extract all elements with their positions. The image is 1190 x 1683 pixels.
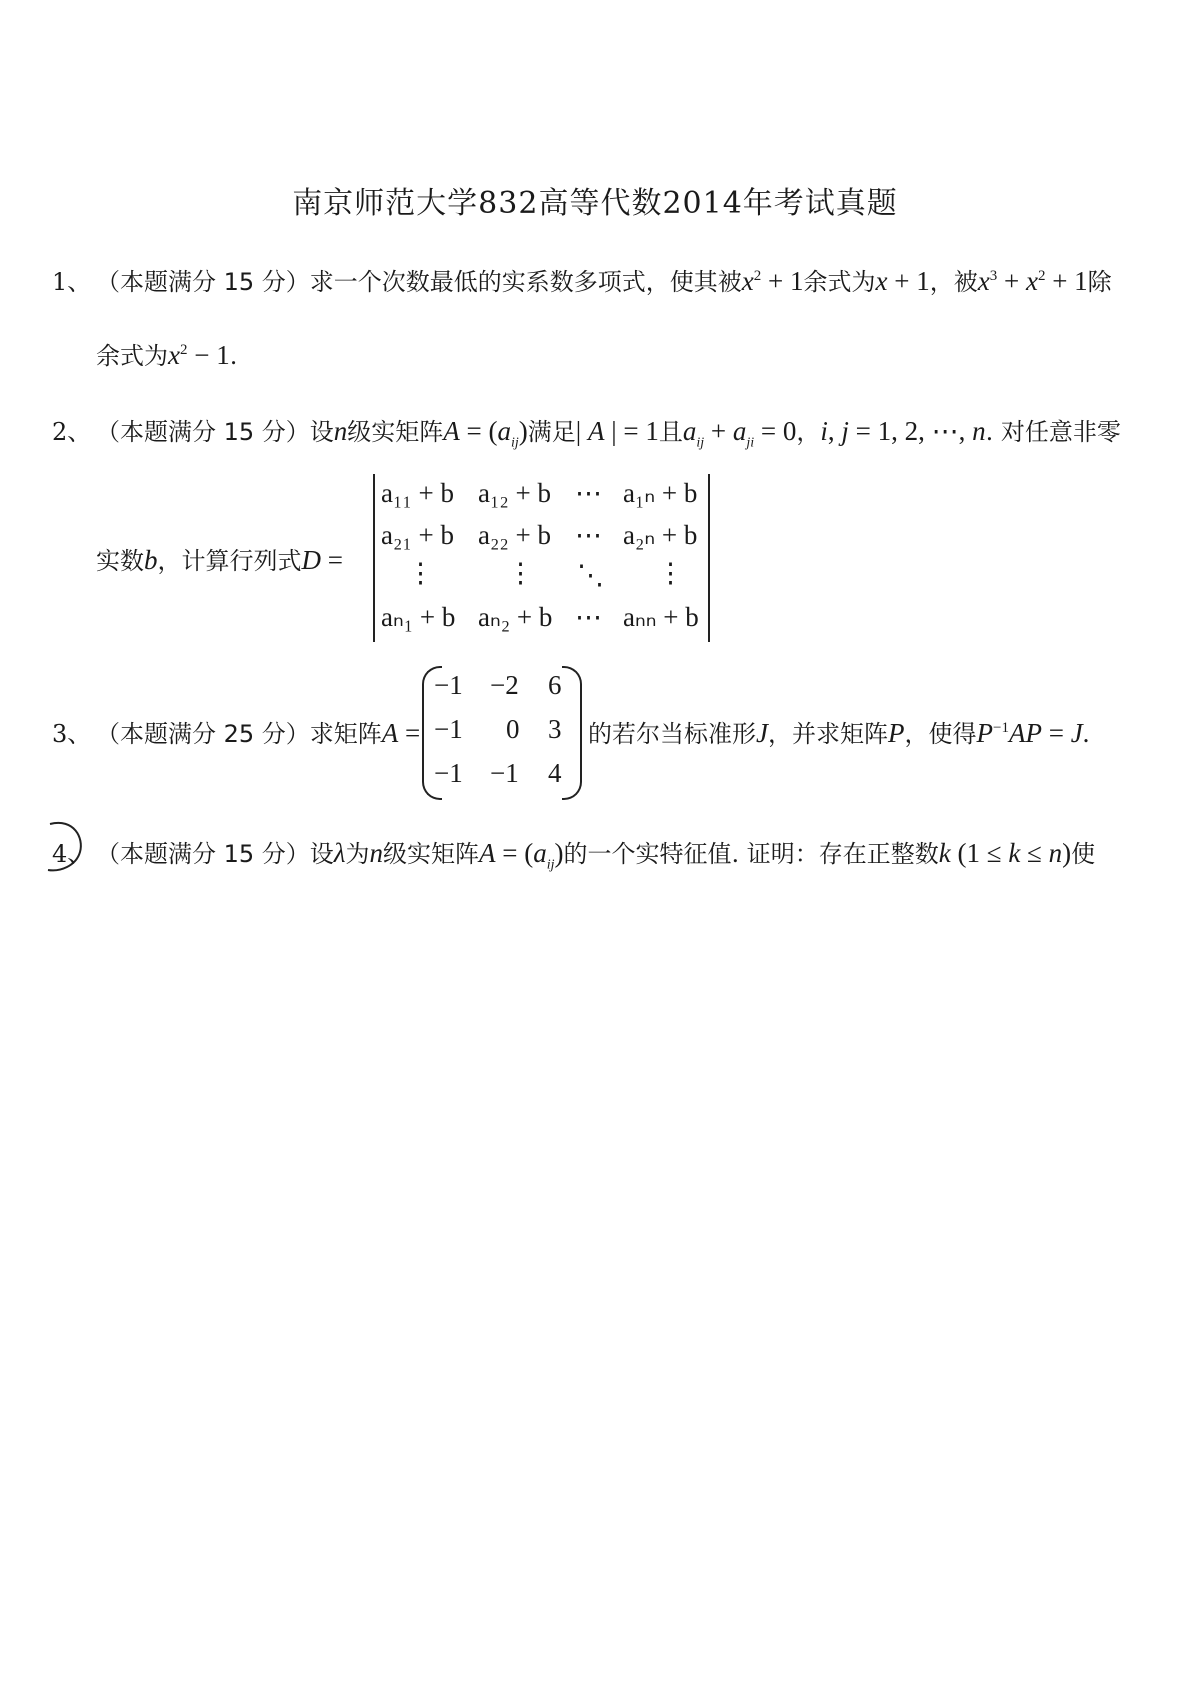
determinant-cell: aₙₙ + b (623, 602, 699, 632)
determinant-cell: a₁₂ + b (478, 478, 552, 508)
determinant-cell: a₂ₙ + b (623, 520, 698, 550)
question-score: （本题满分 15 分） (96, 268, 310, 296)
math-expression: x + 1 (875, 266, 930, 296)
right-parenthesis (562, 666, 582, 800)
matrix-cell: −2 (490, 670, 519, 700)
question-number: 1、 (52, 268, 92, 296)
question-number: 3、 (52, 720, 92, 748)
determinant-cell: ⋯ (575, 478, 602, 508)
question-2-line-2: 实数b，计算行列式D = (96, 545, 343, 575)
matrix-cell: 4 (548, 758, 562, 788)
question-number: 2、 (52, 418, 92, 446)
matrix-cell: −1 (434, 714, 463, 744)
math-expression: $a_{ij} + a_{ji} = 0$ (682, 416, 797, 451)
matrix-a (422, 666, 582, 796)
determinant (373, 474, 710, 642)
determinant-cell: ⋮ (507, 558, 534, 588)
math-expression: $x^2 + 1$ (741, 266, 804, 296)
determinant-cell: a₂₂ + b (478, 520, 552, 550)
determinant-cell: a₁ₙ + b (623, 478, 698, 508)
page-title: 南京师范大学832高等代数2014年考试真题 (292, 186, 898, 221)
determinant-cell: ⋮ (657, 558, 684, 588)
determinant-cell: ⋮ (407, 558, 434, 588)
question-2-line-1: 2、 （本题满分 15 分）设n级实矩阵$A = (a_{ij})$满足| A | = 1且$a_{ij} + a_{ji} = 0$，i, j = 1, 2, ⋯, n. 对任意非零 (52, 412, 1121, 451)
question-1-line-2: 余式为$x^2 - 1$. (96, 340, 238, 370)
math-expression: D = (301, 545, 343, 575)
math-expression: $A = (a_{ij})$ (479, 838, 564, 873)
math-expression: | A | = 1 (575, 416, 659, 446)
question-number: 4、 (52, 840, 92, 868)
matrix-cell: 3 (548, 714, 562, 744)
math-expression: $A = (a_{ij})$ (443, 416, 528, 451)
determinant-cell: aₙ₁ + b (381, 602, 456, 632)
question-1-line-1: 1、 （本题满分 15 分）求一个次数最低的实系数多项式，使其被$x^2 + 1$余式为x + 1，被$x^3 + x^2 + 1$除 (52, 262, 1112, 297)
question-score: （本题满分 15 分） (96, 840, 310, 868)
matrix-cell: −1 (434, 758, 463, 788)
determinant-cell: a₂₁ + b (381, 520, 455, 550)
matrix-cell: −1 (434, 670, 463, 700)
matrix-cell: −1 (490, 758, 519, 788)
determinant-cell: aₙ₂ + b (478, 602, 553, 632)
determinant-cell: ⋯ (575, 602, 602, 632)
question-3-line-1-tail: 的若尔当标准形J，并求矩阵P，使得$P^{-1}AP = J$. (588, 718, 1090, 748)
math-expression: k (1 ≤ k ≤ n) (938, 838, 1072, 868)
determinant-cell: ⋱ (577, 560, 604, 590)
math-expression: $x^2 - 1$ (168, 340, 230, 370)
question-3-line-1: 3、 （本题满分 25 分）求矩阵A = (52, 714, 420, 749)
math-expression: A = (381, 718, 421, 748)
math-expression: $P^{-1}AP = J$. (976, 718, 1090, 748)
matrix-cell: 6 (548, 670, 562, 700)
question-score: （本题满分 25 分） (96, 720, 310, 748)
determinant-cell: ⋯ (575, 520, 602, 550)
matrix-cell: 0 (506, 714, 520, 744)
math-expression: i, j = 1, 2, ⋯, n (820, 416, 986, 446)
question-score: （本题满分 15 分） (96, 418, 310, 446)
math-expression: $x^3 + x^2 + 1$ (977, 266, 1088, 296)
question-4-line-1: 4、 （本题满分 15 分）设λ为n级实矩阵$A = (a_{ij})$的一个实特征值. 证明：存在正整数k (1 ≤ k ≤ n)使 (52, 834, 1095, 873)
determinant-cell: a₁₁ + b (381, 478, 455, 508)
